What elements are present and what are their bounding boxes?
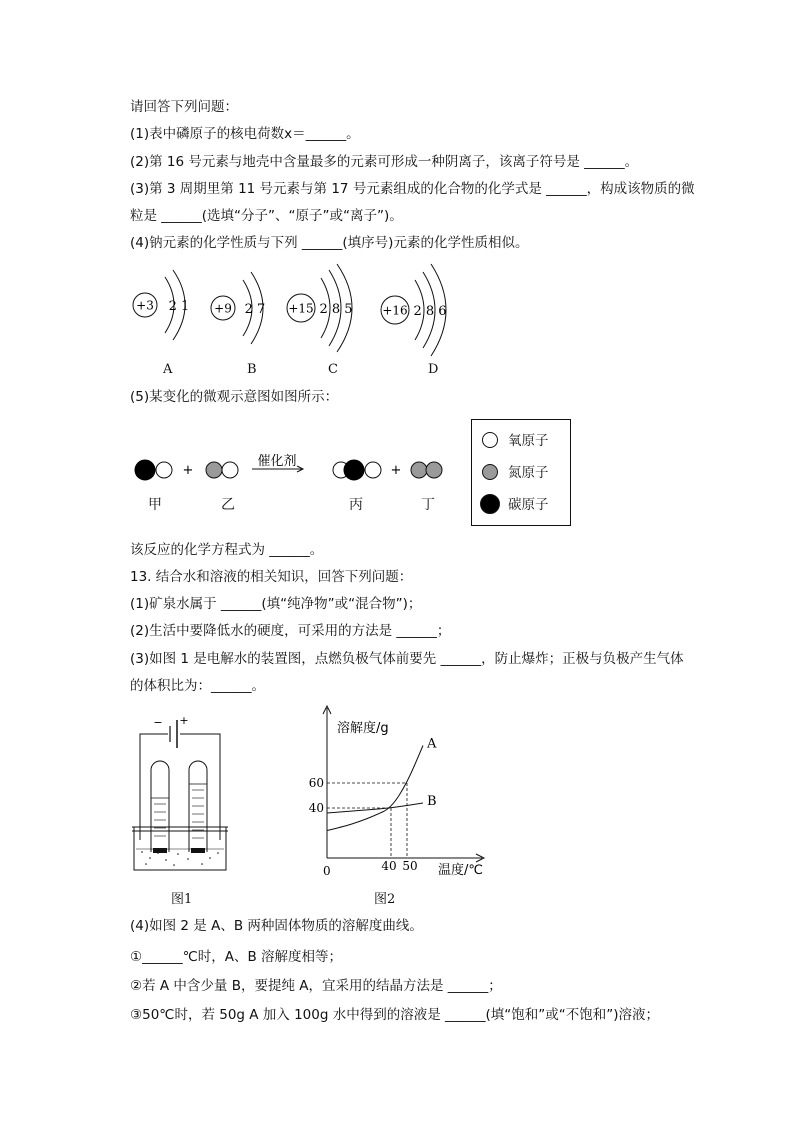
atom-a-shells: 2 1 <box>168 299 190 314</box>
label-yi: 乙 <box>221 497 235 513</box>
oxygen-atom-icon <box>156 462 172 478</box>
label-jia: 甲 <box>148 497 162 513</box>
atom-b-nucleus: +9 <box>214 301 232 316</box>
y-tick-label: 60 <box>308 776 324 790</box>
positive-terminal: + <box>179 714 189 727</box>
question-1: (1)表中磷原子的核电荷数x＝______。 <box>130 126 360 142</box>
plus-sign-2: + <box>390 463 402 478</box>
atom-c-shells: 2 8 5 <box>319 302 353 317</box>
q13-title: 13. 结合水和溶液的相关知识，回答下列问题： <box>130 569 413 585</box>
atom-c-label: C <box>328 362 338 377</box>
reaction-diagram <box>130 445 460 495</box>
atom-b <box>211 272 265 344</box>
question-3-line-1: (3)第 3 周期里第 11 号元素与第 17 号元素组成的化合物的化学式是 ______，构成该物质的微 <box>130 181 695 197</box>
series-label-B: B <box>427 794 437 809</box>
test-tube-left <box>151 761 169 852</box>
atom-a-label: A <box>163 362 173 377</box>
y-axis-label: 溶解度/g <box>337 721 389 736</box>
chart-series <box>327 737 437 831</box>
atom-a-nucleus: +3 <box>136 298 154 313</box>
question-5: (5)某变化的微观示意图如图所示： <box>130 389 339 405</box>
q13-sub-2: ②若 A 中含少量 B，要提纯 A，宜采用的结晶方法是 ______； <box>130 978 502 994</box>
carbon-atom-icon <box>344 460 364 480</box>
nitrogen-atom-icon <box>426 462 442 478</box>
q13-part-3-line-2: 的体积比为：______。 <box>130 678 265 694</box>
x-tick-label: 40 <box>381 859 397 873</box>
test-tube-right <box>189 761 207 852</box>
atom-c-nucleus: +15 <box>288 301 314 316</box>
atom-c <box>287 264 353 352</box>
carbon-atom-icon <box>135 460 155 480</box>
question-4: (4)钠元素的化学性质与下列 ______(填序号)元素的化学性质相似。 <box>130 235 529 251</box>
atom-b-shells: 2 7 <box>244 302 266 317</box>
atom-legend: 氧原子 氮原子 碳原子 <box>471 419 571 526</box>
question-2: (2)第 16 号元素与地壳中含量最多的元素可形成一种阴离子，该离子符号是 ______。 <box>130 154 639 170</box>
electrolysis-apparatus <box>130 712 230 877</box>
series-label-A: A <box>427 736 437 752</box>
q13-part-4: (4)如图 2 是 A、B 两种固体物质的溶解度曲线。 <box>130 918 423 934</box>
q13-sub-3: ③50℃时，若 50g A 加入 100g 水中得到的溶液是 ______(填“饱和”或“不饱和”)溶液； <box>130 1007 660 1023</box>
question-5-answer: 该反应的化学方程式为 ______。 <box>130 542 324 558</box>
catalyst-label: 催化剂 <box>257 454 297 469</box>
x-axis-label: 温度/℃ <box>438 863 483 878</box>
series-line-A <box>327 746 423 831</box>
fig1-caption: 图1 <box>171 892 193 907</box>
plus-sign-1: + <box>182 463 194 478</box>
atom-b-label: B <box>247 362 257 377</box>
nitrogen-atom-icon <box>411 462 427 478</box>
carbon-atom-icon <box>480 494 500 514</box>
nitrogen-atom-icon <box>206 462 222 478</box>
origin-label: 0 <box>323 864 331 878</box>
x-tick-label: 50 <box>402 859 418 873</box>
chart-guides <box>327 783 407 858</box>
negative-terminal: − <box>153 716 163 729</box>
q13-part-1: (1)矿泉水属于 ______(填“纯净物”或“混合物”)； <box>130 596 422 612</box>
oxygen-atom-icon <box>222 462 238 478</box>
q13-part-2: (2)生活中要降低水的硬度，可采用的方法是 ______； <box>130 623 451 639</box>
atom-a <box>133 270 189 340</box>
nitrogen-atom-icon <box>482 464 498 480</box>
q13-part-3-line-1: (3)如图 1 是电解水的装置图，点燃负极气体前要先 ______，防止爆炸；正极与负极产生气体 <box>130 651 684 667</box>
label-ding: 丁 <box>421 497 435 513</box>
y-tick-label: 40 <box>308 801 324 815</box>
intro-text: 请回答下列问题： <box>130 99 238 115</box>
solubility-chart <box>300 700 500 880</box>
question-3-line-2: 粒是 ______(选填“分子”、“原子”或“离子”)。 <box>130 208 403 224</box>
oxygen-atom-icon <box>482 432 498 448</box>
label-bing: 丙 <box>349 497 363 513</box>
atom-d <box>381 264 447 356</box>
atom-structure-diagrams <box>125 262 465 362</box>
fig2-caption: 图2 <box>374 892 396 907</box>
atom-d-shells: 2 8 6 <box>413 304 447 319</box>
atom-d-nucleus: +16 <box>382 303 408 318</box>
atom-d-label: D <box>428 362 439 377</box>
oxygen-atom-icon <box>365 462 381 478</box>
q13-sub-1: ①______℃时，A、B 溶解度相等； <box>130 949 343 965</box>
